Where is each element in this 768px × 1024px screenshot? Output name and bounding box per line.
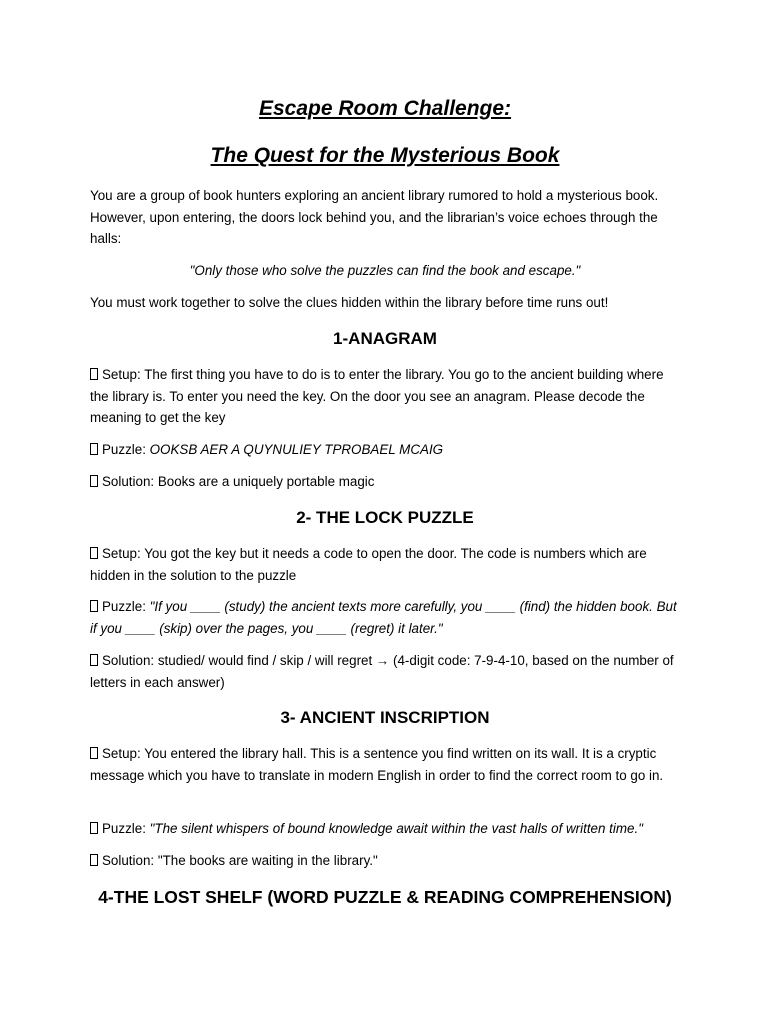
section-1-solution xyxy=(90,471,680,493)
setup-label: Setup: xyxy=(102,367,141,382)
section-2-puzzle xyxy=(90,596,680,639)
bullet-box-icon xyxy=(90,747,98,759)
puzzle-text: "The silent whispers of bound knowledge await within the vast halls of written time." xyxy=(145,821,643,836)
section-heading-lost-shelf: 4-THE LOST SHELF (WORD PUZZLE & READING COMPREHENSION) xyxy=(98,887,672,907)
section-3-setup xyxy=(90,743,680,786)
section-1-puzzle xyxy=(90,439,680,461)
section-1-setup xyxy=(90,364,680,429)
section-heading-lock-puzzle: 2- THE LOCK PUZZLE xyxy=(296,508,474,527)
librarian-quote: "Only those who solve the puzzles can find the book and escape." xyxy=(189,263,581,278)
puzzle-text: OOKSB AER A QUYNULIEY TPROBAEL MCAIG xyxy=(145,442,444,457)
section-2-solution xyxy=(90,650,680,693)
setup-text: You got the key but it needs a code to open the door. The code is numbers which are hidden in the solution to the puzzle xyxy=(90,546,647,583)
solution-text: Books are a uniquely portable magic xyxy=(154,474,375,489)
setup-text: You entered the library hall. This is a sentence you find written on its wall. It is a cryptic message which you have to translate in modern English in order to find the correct room to go in. xyxy=(90,746,664,783)
section-heading-ancient-inscription: 3- ANCIENT INSCRIPTION xyxy=(280,708,490,727)
puzzle-label: Puzzle: xyxy=(102,821,146,836)
setup-label: Setup: xyxy=(102,546,141,561)
puzzle-label: Puzzle: xyxy=(102,599,146,614)
solution-label: Solution: xyxy=(102,653,155,668)
bullet-box-icon xyxy=(90,600,98,612)
solution-label: Solution: xyxy=(102,853,155,868)
bullet-box-icon xyxy=(90,443,98,455)
bullet-box-icon xyxy=(90,547,98,559)
setup-text: The first thing you have to do is to enter the library. You go to the ancient building where the library is. To enter you need the key. On the door you see an anagram. Please decode the meaning to get the key xyxy=(90,367,664,426)
puzzle-label: Puzzle: xyxy=(102,442,146,457)
bullet-box-icon xyxy=(90,654,98,666)
bullet-box-icon xyxy=(90,854,98,866)
intro-paragraph: You are a group of book hunters exploring an ancient library rumored to hold a mysterious book. However, upon entering, the doors lock behind you, and the librarian’s voice echoes through the halls: xyxy=(90,188,659,247)
section-heading-anagram: 1-ANAGRAM xyxy=(333,329,437,348)
bullet-box-icon xyxy=(90,475,98,487)
bullet-box-icon xyxy=(90,368,98,380)
solution-text: studied/ would find / skip / will regret → (4-digit code: 7-9-4-10, based on the number of letters in each answer) xyxy=(90,653,674,690)
section-2-setup xyxy=(90,543,680,586)
bullet-box-icon xyxy=(90,822,98,834)
section-3-puzzle xyxy=(90,818,680,840)
document-title: Escape Room Challenge: xyxy=(258,97,512,120)
document-subtitle: The Quest for the Mysterious Book xyxy=(210,144,560,167)
instruction-paragraph: You must work together to solve the clues hidden within the library before time runs out! xyxy=(90,295,609,310)
solution-text: "The books are waiting in the library." xyxy=(154,853,378,868)
setup-label: Setup: xyxy=(102,746,141,761)
puzzle-text: "If you ____ (study) the ancient texts more carefully, you ____ (find) the hidden book. But if you ____ (skip) over the pages, you ____ (regret) it later." xyxy=(90,599,677,636)
section-3-solution xyxy=(90,850,680,872)
solution-label: Solution: xyxy=(102,474,155,489)
